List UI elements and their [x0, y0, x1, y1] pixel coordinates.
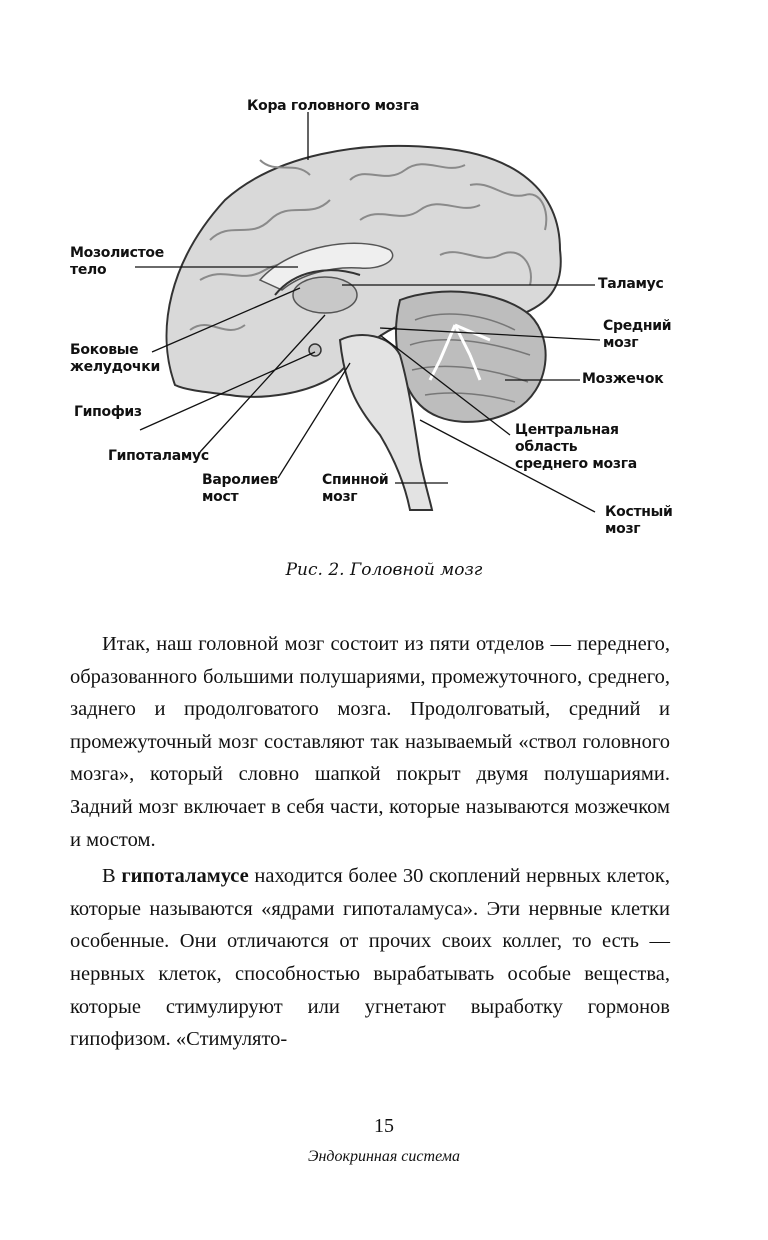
running-footer: Эндокринная система — [308, 1148, 460, 1165]
label-spinal-cord: Спинной мозг — [322, 472, 389, 505]
label-hypothalamus: Гипоталамус — [108, 448, 209, 464]
figure-caption: Рис. 2. Головной мозг — [285, 560, 483, 580]
paragraph-2-rest: находится более 30 скоплений нервных клеток, которые называются «ядрами гипоталамуса». Эти нервные клетки особенные. Они отличаются от прочих своих коллег, то есть — нервных клеток, способностью вырабатывать особые вещества, которые стимулируют или угнетают выработку гормонов гипофизом. «Стимулято- — [70, 865, 670, 1051]
label-lateral-ventricles: Боковые желудочки — [70, 342, 160, 375]
label-cerebellum: Мозжечок — [582, 371, 664, 387]
paragraph-2 — [70, 860, 670, 1056]
page-number: 15 — [374, 1115, 394, 1137]
label-pituitary: Гипофиз — [74, 404, 142, 420]
label-thalamus: Таламус — [598, 276, 664, 292]
label-medulla: Костный мозг — [605, 504, 673, 537]
term-hypothalamus: гипоталамусе — [121, 865, 249, 888]
label-pons: Варолиев мост — [202, 472, 278, 505]
thalamus-shape — [293, 277, 357, 313]
paragraph-2-prefix: В — [102, 865, 122, 888]
paragraph-1: Итак, наш головной мозг состоит из пяти отделов — переднего, образованного большими полушариями, промежуточного, среднего, заднего и продолговатого мозга. Продолговатый, средний и промежуточный мозг составляют так называемый «ствол головного мозга», который словно шапкой покрыт двумя полушариями. Задний мозг включает в себя части, которые называются мозжечком и мостом. — [70, 633, 670, 851]
body-text — [70, 628, 670, 1056]
label-corpus-callosum: Мозолистое тело — [70, 245, 164, 278]
brain-figure — [60, 90, 700, 560]
label-midbrain: Средний мозг — [603, 318, 672, 351]
label-central-midbrain: Центральная область среднего мозга — [515, 422, 637, 472]
label-cortex: Кора головного мозга — [247, 98, 420, 114]
